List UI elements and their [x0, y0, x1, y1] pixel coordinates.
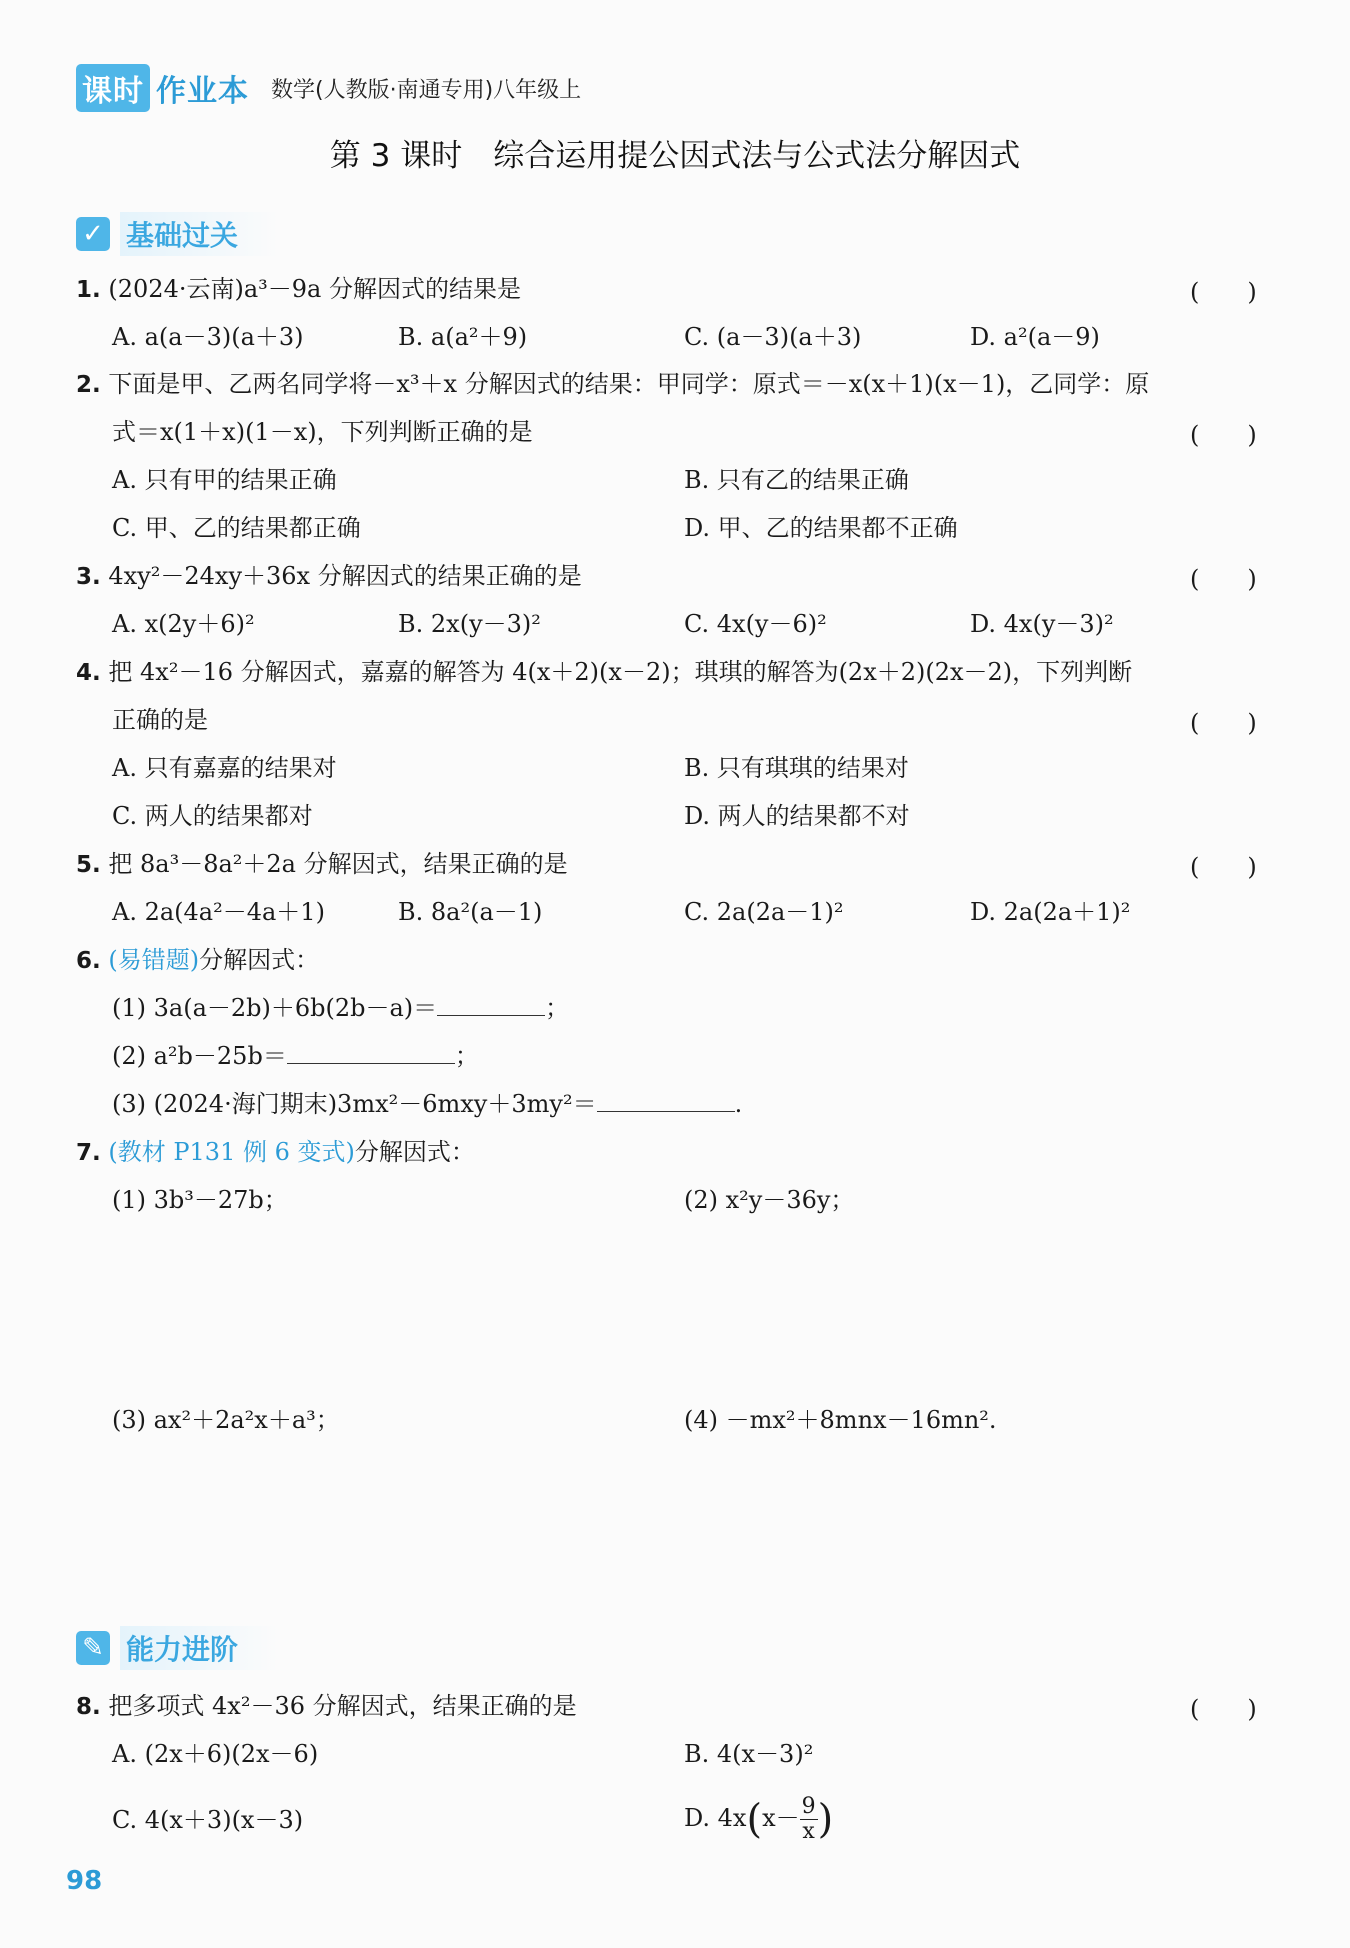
answer-paren: ( ) — [1190, 421, 1257, 449]
option-c: C. 甲、乙的结果都正确 — [112, 514, 361, 542]
answer-paren: ( ) — [1190, 1695, 1257, 1723]
sub-question-text: (1) 3a(a－2b)＋6b(2b－a)＝ — [112, 994, 438, 1022]
question-stem-continued: 正确的是 — [112, 706, 208, 734]
sub-question-2 — [112, 1039, 479, 1073]
option-a: A. a(a－3)(a＋3) — [112, 323, 304, 351]
sub-question-3: (3) ax²＋2a²x＋a³； — [112, 1406, 340, 1434]
section-basic — [76, 212, 278, 256]
sub-question-3 — [112, 1087, 742, 1121]
question-stem: 把多项式 4x²－36 分解因式，结果正确的是 — [108, 1692, 577, 1720]
question-7 — [76, 1135, 475, 1170]
option-text: x－ — [762, 1804, 800, 1832]
answer-paren: ( ) — [1190, 565, 1257, 593]
question-number: 3. — [76, 564, 101, 590]
question-tag: (教材 P131 例 6 变式) — [108, 1138, 355, 1166]
section-title: 基础过关 — [120, 212, 278, 256]
fraction-numerator: 9 — [801, 1794, 816, 1819]
section-title: 能力进阶 — [120, 1626, 278, 1670]
sub-question-1: (1) 3b³－27b； — [112, 1186, 288, 1214]
option-b: B. 只有乙的结果正确 — [684, 466, 909, 494]
question-3 — [76, 559, 582, 594]
option-b: B. 4(x－3)² — [684, 1740, 814, 1768]
question-number: 2. — [76, 372, 101, 398]
question-stem: (2024·云南)a³－9a 分解因式的结果是 — [108, 275, 521, 303]
sub-question-2: (2) x²y－36y； — [684, 1186, 855, 1214]
option-b: B. 8a²(a－1) — [398, 898, 543, 926]
punctuation: ； — [545, 994, 570, 1022]
answer-paren: ( ) — [1190, 709, 1257, 737]
sub-question-4: (4) －mx²＋8mnx－16mn². — [684, 1406, 997, 1434]
question-stem-continued: 式＝x(1＋x)(1－x)，下列判断正确的是 — [112, 418, 533, 446]
pencil-icon: ✎ — [76, 1631, 110, 1665]
answer-paren: ( ) — [1190, 853, 1257, 881]
question-stem: 4xy²－24xy＋36x 分解因式的结果正确的是 — [108, 562, 582, 590]
option-b: B. 2x(y－3)² — [398, 610, 541, 638]
question-number: 6. — [76, 948, 101, 974]
question-number: 4. — [76, 660, 101, 686]
sub-question-text: (2) a²b－25b＝ — [112, 1042, 287, 1070]
option-a: A. 只有嘉嘉的结果对 — [112, 754, 337, 782]
brand-name: 作业本 — [156, 74, 249, 109]
option-a: A. 2a(4a²－4a＋1) — [112, 898, 325, 926]
question-number: 8. — [76, 1694, 101, 1720]
question-number: 5. — [76, 852, 101, 878]
option-d: D. 4x(x－ $\frac{9}{x}$ ) — [684, 1794, 834, 1844]
brand-logo: 课时 — [76, 64, 150, 112]
question-4 — [76, 655, 1132, 690]
answer-blank[interactable] — [437, 993, 545, 1016]
option-b: B. a(a²＋9) — [398, 323, 528, 351]
option-b: B. 只有琪琪的结果对 — [684, 754, 909, 782]
option-d: D. 4x(y－3)² — [970, 610, 1114, 638]
question-1 — [76, 272, 521, 307]
option-text: D. 4x — [684, 1804, 747, 1832]
punctuation: ； — [454, 1042, 479, 1070]
option-c: C. (a－3)(a＋3) — [684, 323, 862, 351]
lesson-title: 第 3 课时 综合运用提公因式法与公式法分解因式 — [329, 138, 1021, 174]
question-stem: 分解因式： — [354, 1138, 475, 1166]
answer-paren: ( ) — [1190, 278, 1257, 306]
sub-question-1 — [112, 991, 569, 1025]
question-tag: (易错题) — [108, 946, 200, 974]
page-number: 98 — [66, 1866, 103, 1896]
check-icon: ✓ — [76, 217, 110, 251]
question-stem: 把 8a³－8a²＋2a 分解因式，结果正确的是 — [108, 850, 568, 878]
option-a: A. x(2y＋6)² — [112, 610, 255, 638]
question-8 — [76, 1689, 577, 1724]
question-number: 7. — [76, 1140, 101, 1166]
fraction-denominator: x — [802, 1819, 815, 1844]
answer-blank[interactable] — [597, 1089, 735, 1112]
option-d: D. a²(a－9) — [970, 323, 1100, 351]
question-stem: 分解因式： — [199, 946, 320, 974]
question-5 — [76, 847, 568, 882]
page-header — [76, 66, 581, 110]
question-2 — [76, 367, 1149, 402]
question-stem: 下面是甲、乙两名同学将－x³＋x 分解因式的结果：甲同学：原式＝－x(x＋1)(x－1)，乙同学：原 — [108, 370, 1150, 398]
option-c: C. 4(x＋3)(x－3) — [112, 1806, 304, 1834]
sub-question-text: (3) (2024·海门期末)3mx²－6mxy＋3my²＝ — [112, 1090, 597, 1118]
option-d: D. 甲、乙的结果都不正确 — [684, 514, 958, 542]
question-stem: 把 4x²－16 分解因式，嘉嘉的解答为 4(x＋2)(x－2)；琪琪的解答为(2x＋2)(2x－2)，下列判断 — [108, 658, 1133, 686]
section-advanced — [76, 1626, 278, 1670]
question-number: 1. — [76, 277, 101, 303]
option-a: A. 只有甲的结果正确 — [112, 466, 337, 494]
option-d: D. 两人的结果都不对 — [684, 802, 910, 830]
option-c: C. 4x(y－6)² — [684, 610, 827, 638]
option-c: C. 2a(2a－1)² — [684, 898, 844, 926]
subject-info: 数学(人教版·南通专用)八年级上 — [271, 77, 582, 103]
question-6 — [76, 943, 319, 978]
answer-blank[interactable] — [287, 1041, 455, 1064]
option-c: C. 两人的结果都对 — [112, 802, 313, 830]
punctuation: . — [734, 1090, 743, 1118]
fraction — [800, 1795, 818, 1844]
option-d: D. 2a(2a＋1)² — [970, 898, 1131, 926]
option-a: A. (2x＋6)(2x－6) — [112, 1740, 319, 1768]
